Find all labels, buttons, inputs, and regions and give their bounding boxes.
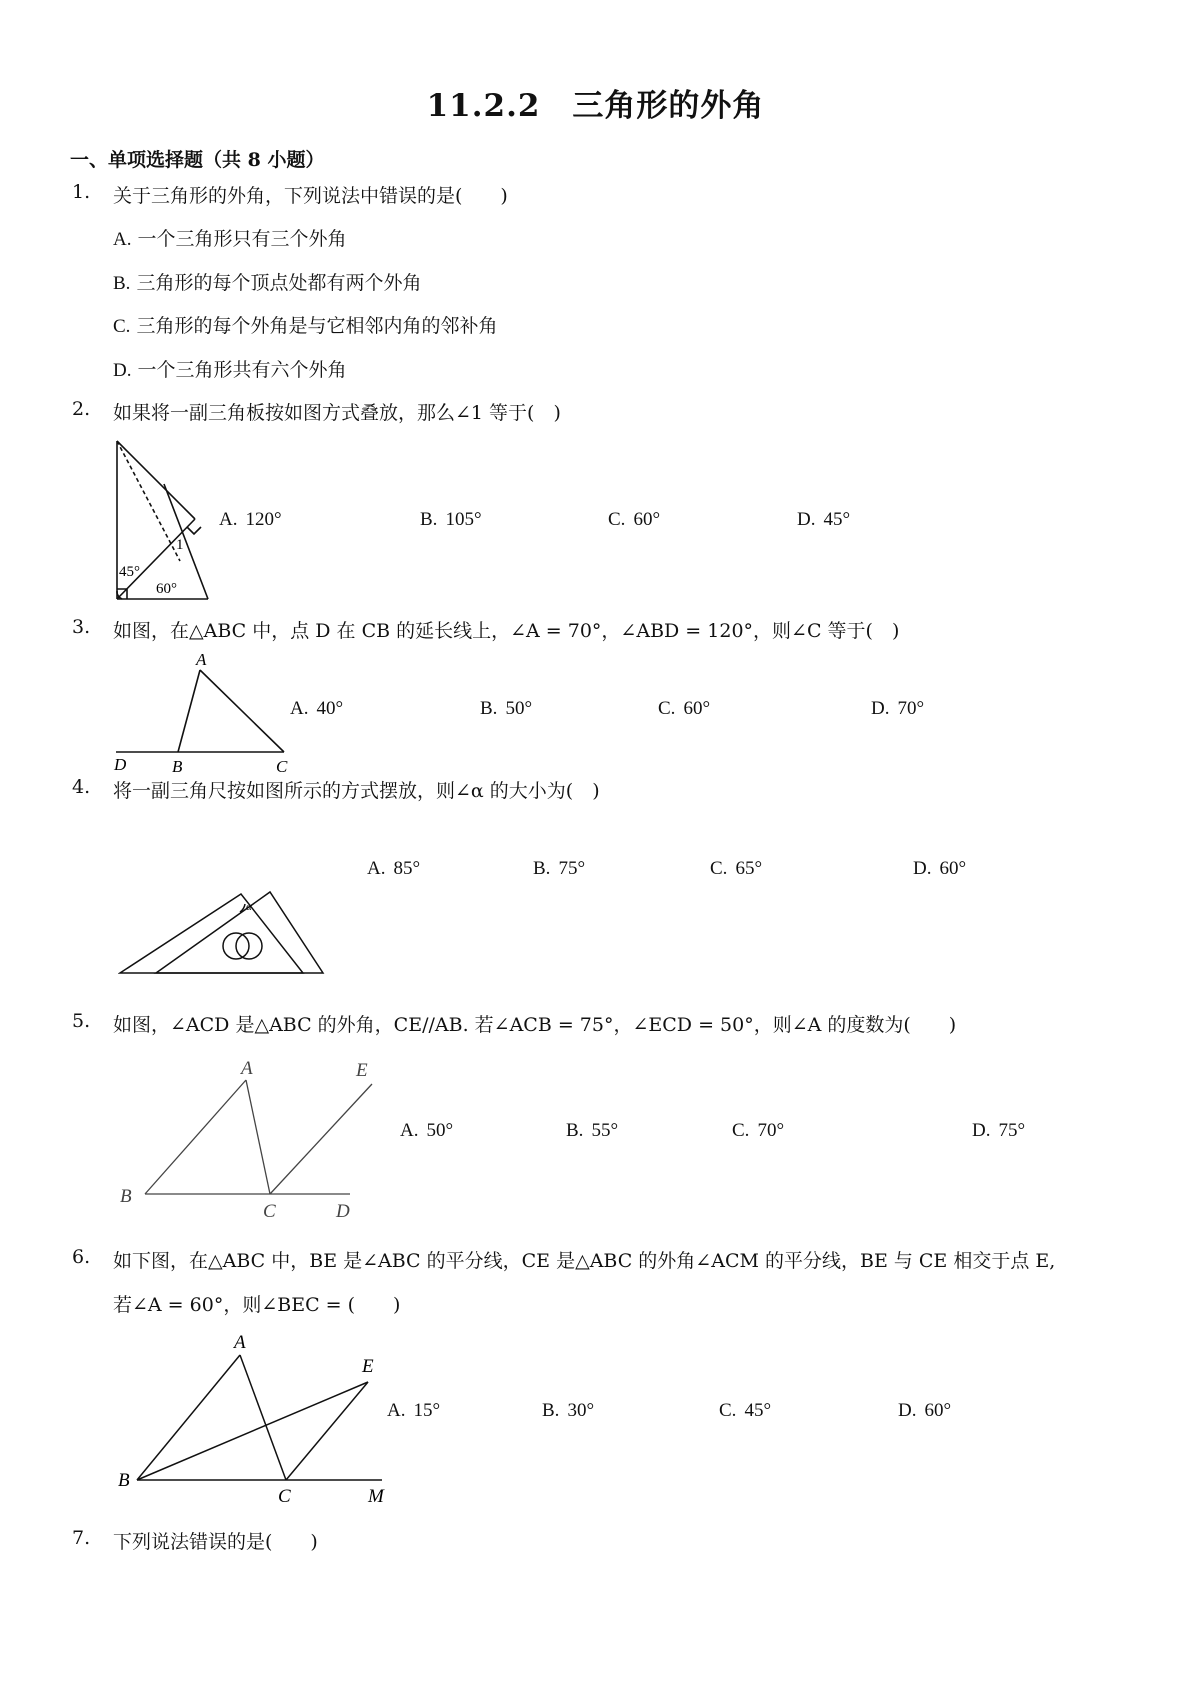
question-3-text: 如图，在△ABC 中，点 D 在 CB 的延长线上，∠A = 70°，∠ABD = 120°，则∠C 等于( )	[113, 620, 900, 642]
question-6-number: 6.	[72, 1246, 91, 1268]
point-d-label: D	[114, 755, 127, 774]
side-ac	[200, 670, 284, 752]
q1-option-d	[113, 355, 347, 382]
q1-option-c	[113, 311, 498, 338]
point-b-label: B	[118, 1470, 130, 1491]
option-label: D.	[871, 698, 890, 719]
option-label: C.	[608, 509, 626, 530]
q5-option-d	[972, 1119, 1025, 1142]
q3-option-a	[290, 697, 343, 720]
point-d-label: D	[336, 1201, 350, 1222]
option-label: D.	[898, 1400, 917, 1421]
q4-option-d	[913, 857, 966, 880]
option-value: 30°	[567, 1400, 595, 1421]
question-2-number: 2.	[72, 398, 91, 420]
option-label: C.	[732, 1120, 750, 1141]
q3-option-d	[871, 697, 924, 720]
q6-option-c	[719, 1399, 771, 1422]
question-6-text: 如下图，在△ABC 中，BE 是∠ABC 的平分线，CE 是△ABC 的外角∠ACM 的平分线，BE 与 CE 相交于点 E,	[113, 1250, 1056, 1272]
q2-figure	[110, 436, 220, 606]
option-label: C.	[719, 1400, 737, 1421]
q4-option-c	[710, 857, 762, 880]
option-value: 45°	[744, 1400, 772, 1421]
option-value: 50°	[505, 698, 533, 719]
option-value: 40°	[316, 698, 344, 719]
point-c-label: C	[263, 1201, 276, 1222]
q3-figure	[108, 650, 298, 780]
question-5-text: 如图，∠ACD 是△ABC 的外角，CE//AB. 若∠ACB = 75°，∠ECD = 50°，则∠A 的度数为( )	[113, 1014, 957, 1036]
option-value: 120°	[245, 509, 282, 530]
bisector-be	[137, 1382, 368, 1480]
option-text: 三角形的每个外角是与它相邻内角的邻补角	[136, 315, 498, 337]
option-label: A.	[113, 229, 132, 250]
option-label: B.	[542, 1400, 560, 1421]
point-b-label: B	[120, 1186, 132, 1207]
q2-option-b	[420, 508, 482, 531]
option-label: D.	[113, 360, 132, 381]
question-4-text: 将一副三角尺按如图所示的方式摆放，则∠α 的大小为( )	[113, 780, 600, 802]
ray-ce	[270, 1084, 372, 1194]
option-value: 60°	[683, 698, 711, 719]
angle-45-label: 45°	[119, 564, 140, 580]
right-angle-mark	[187, 527, 201, 534]
option-value: 50°	[426, 1120, 454, 1141]
option-value: 65°	[735, 858, 763, 879]
q3-option-b	[480, 697, 532, 720]
q4-option-b	[533, 857, 585, 880]
point-c-label: C	[276, 757, 288, 776]
q6-option-a	[387, 1399, 440, 1422]
q5-figure	[110, 1052, 380, 1222]
option-label: B.	[566, 1120, 584, 1141]
q5-option-a	[400, 1119, 453, 1142]
option-label: B.	[113, 273, 131, 294]
option-value: 75°	[998, 1120, 1026, 1141]
option-value: 45°	[823, 509, 851, 530]
option-label: B.	[480, 698, 498, 719]
question-1-number: 1.	[72, 181, 91, 203]
option-label: D.	[972, 1120, 991, 1141]
q2-option-d	[797, 508, 850, 531]
point-e-label: E	[362, 1356, 374, 1377]
option-label: C.	[113, 316, 131, 337]
option-label: B.	[420, 509, 438, 530]
option-value: 60°	[924, 1400, 952, 1421]
question-7-text: 下列说法错误的是( )	[113, 1531, 318, 1553]
option-label: D.	[913, 858, 932, 879]
q2-option-a	[219, 508, 282, 531]
point-b-label: B	[172, 757, 183, 776]
point-c-label: C	[278, 1486, 291, 1507]
side-ab	[137, 1355, 240, 1480]
side-ab	[145, 1080, 246, 1194]
option-value: 60°	[633, 509, 661, 530]
side-ab	[178, 670, 200, 752]
q5-option-b	[566, 1119, 618, 1142]
option-value: 75°	[558, 858, 586, 879]
q6-option-d	[898, 1399, 951, 1422]
point-a-label: A	[241, 1058, 253, 1079]
option-label: A.	[400, 1120, 419, 1141]
question-4-number: 4.	[72, 776, 91, 798]
question-1-text: 关于三角形的外角，下列说法中错误的是( )	[113, 185, 508, 207]
q3-option-c	[658, 697, 710, 720]
option-text: 一个三角形共有六个外角	[137, 359, 347, 381]
option-value: 85°	[393, 858, 421, 879]
option-label: C.	[710, 858, 728, 879]
q4-figure	[118, 888, 328, 978]
q1-option-b	[113, 268, 422, 295]
side-ac	[246, 1080, 270, 1194]
option-label: D.	[797, 509, 816, 530]
option-text: 三角形的每个顶点处都有两个外角	[136, 272, 422, 294]
q4-option-a	[367, 857, 420, 880]
side-ac	[240, 1355, 286, 1480]
section-heading: 一、单项选择题（共 8 小题）	[70, 149, 325, 171]
alpha-label: α	[246, 901, 252, 913]
angle-60-label: 60°	[156, 581, 177, 597]
page-title: 11.2.2 三角形的外角	[426, 88, 765, 124]
question-6-text-line2: 若∠A = 60°，则∠BEC = ( )	[113, 1294, 401, 1316]
question-7-number: 7.	[72, 1527, 91, 1549]
option-label: A.	[290, 698, 309, 719]
q6-figure	[110, 1330, 400, 1510]
option-label: A.	[219, 509, 238, 530]
option-label: A.	[367, 858, 386, 879]
bisector-ce	[286, 1382, 368, 1480]
option-label: B.	[533, 858, 551, 879]
option-value: 15°	[413, 1400, 441, 1421]
question-3-number: 3.	[72, 616, 91, 638]
point-a-label: A	[234, 1332, 246, 1353]
option-label: A.	[387, 1400, 406, 1421]
option-text: 一个三角形只有三个外角	[137, 228, 347, 250]
option-value: 70°	[897, 698, 925, 719]
option-value: 105°	[445, 509, 482, 530]
angle-1-label: 1	[176, 537, 184, 553]
point-e-label: E	[356, 1060, 368, 1081]
q6-option-b	[542, 1399, 594, 1422]
point-a-label: A	[196, 650, 207, 669]
option-value: 60°	[939, 858, 967, 879]
question-5-number: 5.	[72, 1010, 91, 1032]
question-2-text: 如果将一副三角板按如图方式叠放，那么∠1 等于( )	[113, 402, 561, 424]
option-label: C.	[658, 698, 676, 719]
q2-option-c	[608, 508, 660, 531]
q1-option-a	[113, 224, 347, 251]
point-m-label: M	[368, 1486, 384, 1507]
option-value: 70°	[757, 1120, 785, 1141]
q5-option-c	[732, 1119, 784, 1142]
option-value: 55°	[591, 1120, 619, 1141]
set-square-hypotenuse	[117, 441, 195, 519]
